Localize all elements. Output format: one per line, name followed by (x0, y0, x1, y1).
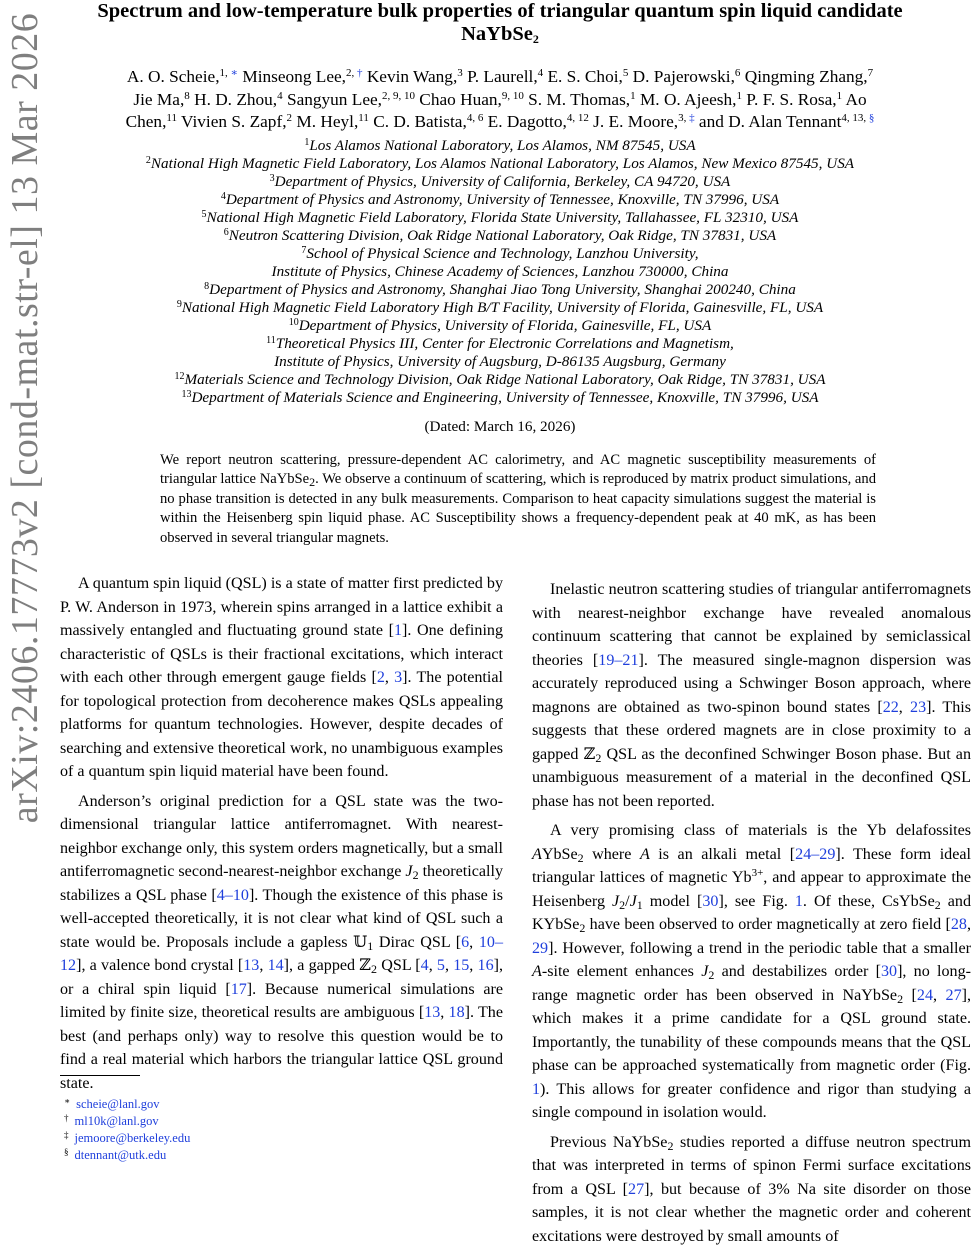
affiliation-text: Department of Physics and Astronomy, Shanghai Jiao Tong University, Shanghai 200240, China (209, 281, 796, 298)
affiliation-text: School of Physical Science and Technology, Lanzhou University, (306, 245, 699, 262)
body-paragraph: Previous NaYbSe$_2$ studies reported a diffuse neutron spectrum that was interpreted in terms of spinon Fermi surface excitations from a QSL [27], but because of 3% Na site disorder on those samples, it is not clear whether the magnetic order and coherent excitations were destroyed by small amounts of (532, 1133, 971, 1245)
affiliation-number: 3 (269, 173, 275, 184)
body-paragraph: A quantum spin liquid (QSL) is a state of matter first predicted by P. W. Anderson in 1973, wherein spins arranged in a lattice exhibit a massively entangled and fluctuating ground state [1]. One defining characteristic of QSLs is their fractional excitations, which interact with each other through emergent gauge fields [2, 3]. The potential for topological protection from decoherence makes QSLs appealing platforms for quantum technologies. However, despite decades of searching and extensive theoretical work, no unambiguous examples of a quantum spin liquid material have been found. (60, 575, 504, 780)
footnote-mark: † (64, 1113, 69, 1123)
footnote-mark: § (64, 1147, 69, 1157)
affiliation-number: 10 (288, 317, 299, 328)
affiliation-number: 13 (181, 389, 192, 400)
footnote-mark: ∗ (64, 1096, 71, 1106)
author-list (60, 66, 940, 134)
body-paragraph: A very promising class of materials is the Yb delafossites AYbSe$_2$ where A is an alkali metal [24–29]. These form ideal triangular lattices of magnetic $Yb^{3+}$, and appear to approximate the Heisenberg $J_2/J_1$ model [30], see Fig. 1. Of these, CsYbSe$_2$ and KYbSe$_2$ have been observed to order magnetically at zero field [28, 29]. However, following a trend in the periodic table that a smaller A-site element enhances $J_2$ and destabilizes order [30], no long-range magnetic order has been observed in NaYbSe$_2$ [24, 27], which makes it a prime candidate for a QSL ground state. Importantly, the tunability of these compounds means that the QSL phase can be approached systematically from magnetic order (Fig. 1). This allows for greater confidence and rigor than studying a single compound in isolation would. (532, 822, 972, 1121)
affiliation (60, 155, 940, 173)
affiliation-text: Department of Physics and Astronomy, University of Tennessee, Knoxville, TN 37996, USA (225, 191, 780, 208)
affiliation-number: 6 (223, 227, 229, 238)
affiliation (60, 389, 940, 407)
arxiv-stamp (0, 0, 52, 1200)
affiliation-text: National High Magnetic Field Laboratory, Florida State University, Tallahassee, FL 32310, USA (206, 209, 799, 226)
affiliation-text: Institute of Physics, University of Augsburg, D-86135 Augsburg, Germany (274, 353, 726, 370)
affiliation (60, 227, 940, 245)
footnote-mark: ‡ (64, 1130, 69, 1140)
affiliation-number: 11 (266, 335, 276, 346)
affiliation (60, 173, 940, 191)
affiliation-list (60, 137, 940, 407)
affiliation (60, 191, 940, 209)
affiliation (60, 245, 940, 263)
affiliation-number: 8 (204, 281, 210, 292)
title-line-1: Spectrum and low-temperature bulk properties of triangular quantum spin liquid candidate (97, 0, 903, 22)
affiliation-number: 2 (145, 155, 151, 166)
arxiv-identifier: arXiv:2406.17773v2 [cond-mat.str-el] 13 Mar 2026 (4, 12, 46, 824)
affiliation (60, 209, 940, 227)
affiliation-number: 12 (174, 371, 185, 382)
affiliation (60, 353, 940, 371)
affiliation-number: 7 (301, 245, 307, 256)
email-link[interactable]: jemoore@berkeley.edu (74, 1131, 191, 1145)
affiliation (60, 281, 940, 299)
affiliation-text: Theoretical Physics III, Center for Electronic Correlations and Magnetism, (275, 335, 734, 352)
affiliation-text: Department of Physics, University of California, Berkeley, CA 94720, USA (274, 173, 731, 190)
date-line: (Dated: March 16, 2026) (424, 418, 576, 435)
affiliation-text: Department of Materials Science and Engineering, University of Tennessee, Knoxville, TN 37996, USA (191, 389, 819, 406)
affiliation-text: National High Magnetic Field Laboratory High B/T Facility, University of Florida, Gainesville, FL, USA (181, 299, 824, 316)
affiliation-text: National High Magnetic Field Laboratory, Los Alamos National Laboratory, Los Alamos, New Mexico 87545, USA (150, 155, 855, 172)
affiliation-number: 5 (201, 209, 207, 220)
affiliation (60, 335, 940, 353)
footnote (64, 1113, 190, 1130)
abstract: We report neutron scattering, pressure-dependent AC calorimetry, and AC magnetic susceptibility measurements of triangular lattice NaYbSe$_2$. We observe a continuum of scattering, which is reproduced by matrix product simulations, and no phase transition is detected in any bulk measurements. Comparison to heat capacity simulations suggest the material is within the Heisenberg spin liquid phase. AC Susceptibility shows a frequency-dependent peak at 40 mK, as has been observed in several triangular magnets. (160, 452, 877, 546)
title-line-2: NaYbSe$_2$ (461, 23, 539, 46)
email-link[interactable]: dtennant@utk.edu (74, 1148, 167, 1162)
footnote (64, 1130, 190, 1147)
affiliation (60, 371, 940, 389)
author-line: Jie Ma,$^8$ H. D. Zhou,$^4$ Sangyun Lee,$^{2, 9, 10}$ Chao Huan,$^{9, 10}$ S. M. Thomas,$^1$ M. O. Ajeesh,$^1$ P. F. S. Rosa,$^1$ Ao (133, 89, 867, 109)
affiliation (60, 299, 940, 317)
author-line: Chen,$^{11}$ Vivien S. Zapf,$^2$ M. Heyl,$^{11}$ C. D. Batista,$^{4, 6}$ E. Dagotto,$^{4, 12}$ J. E. Moore,$^{3, \ddagger}$ and D. Alan Tennant$^{4, 13, \S}$ (125, 112, 875, 131)
footnote (64, 1147, 190, 1164)
affiliation (60, 317, 940, 335)
affiliation-number: 1 (304, 137, 310, 148)
affiliation-number: 9 (176, 299, 182, 310)
email-link[interactable]: scheie@lanl.gov (76, 1097, 160, 1111)
body-paragraph: Anderson’s original prediction for a QSL state was the two-dimensional triangular lattice antiferromagnet. With nearest-neighbor exchange only, this system orders magnetically, but a small antiferromagnetic second-nearest-neighbor exchange $J_2$ theoretically stabilizes a QSL phase [4–10]. Though the existence of this phase is well-accepted theoretically, it is not clear what kind of QSL such a state would be. Proposals include a gapless 𝕌$_1$ Dirac QSL [6, 10–12], a valence bond crystal [13, 14], a gapped ℤ$_2$ QSL [4, 5, 15, 16], or a chiral spin liquid [17]. Because numerical simulations are limited by finite size, theoretical results are ambiguous [13, 18]. The best (and perhaps only) way to resolve this question would be to find a real material which harbors the triangular lattice QSL ground state. (60, 792, 504, 1092)
affiliation (60, 263, 940, 281)
right-column (532, 578, 971, 1254)
footnote-list (64, 1096, 190, 1164)
affiliation-text: Institute of Physics, Chinese Academy of Sciences, Lanzhou 730000, China (271, 263, 729, 280)
email-link[interactable]: ml10k@lanl.gov (74, 1114, 159, 1128)
footnote (64, 1096, 190, 1113)
affiliation-text: Materials Science and Technology Division, Oak Ridge National Laboratory, Oak Ridge, TN 37831, USA (184, 371, 826, 388)
body-paragraph: Inelastic neutron scattering studies of triangular antiferromagnets with nearest-neighbor exchange have revealed anomalous continuum scattering that cannot be explained by semiclassical theories [19–21]. The measured single-magnon dispersion was accurately reproduced using a Schwinger Boson approach, where magnons are obtained as two-spinon bound states [22, 23]. This suggests that these ordered magnets are in close proximity to a gapped ℤ$_2$ QSL as the deconfined Schwinger Boson phase. But an unambiguous measurement of a material in the deconfined QSL phase has not been reported. (532, 581, 972, 810)
affiliation-text: Los Alamos National Laboratory, Los Alamos, NM 87545, USA (309, 137, 696, 154)
affiliation-number: 4 (220, 191, 226, 202)
paper-title (60, 0, 940, 46)
affiliation (60, 137, 940, 155)
affiliation-text: Neutron Scattering Division, Oak Ridge National Laboratory, Oak Ridge, TN 37831, USA (228, 227, 777, 244)
author-line: A. O. Scheie,$^{1, ∗}$ Minseong Lee,$^{2, \dagger}$ Kevin Wang,$^3$ P. Laurell,$^4$ E. S. Choi,$^5$ D. Pajerowski,$^6$ Qingming Zhang,$^7$ (126, 67, 874, 86)
footnote-rule (60, 1075, 140, 1076)
left-column (60, 572, 503, 1101)
affiliation-text: Department of Physics, University of Florida, Gainesville, FL, USA (298, 317, 712, 334)
